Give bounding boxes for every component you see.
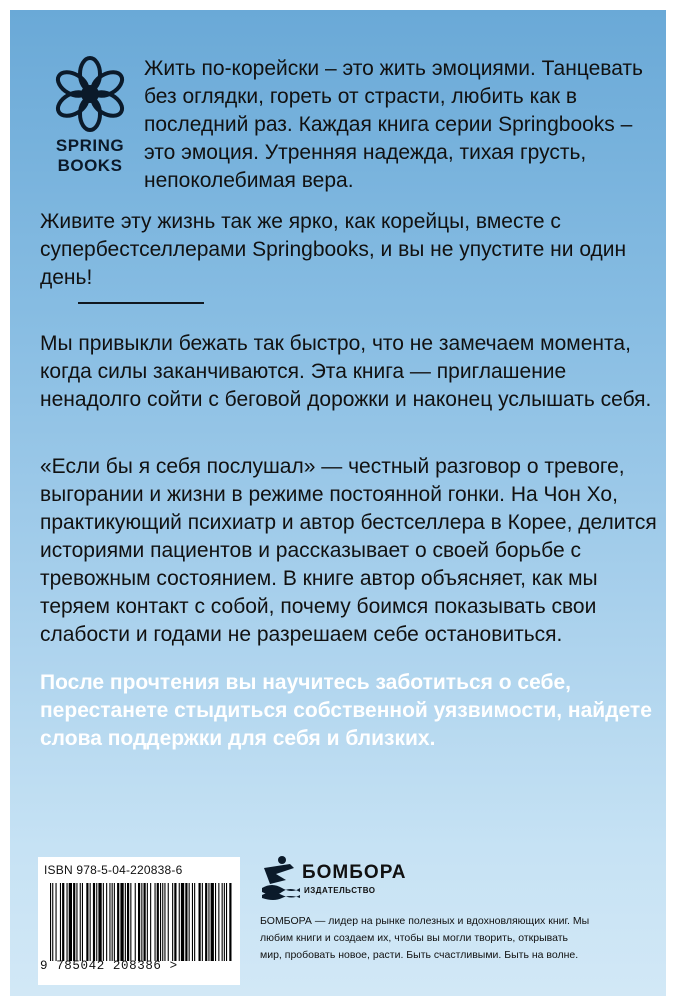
series-call-text: Живите эту жизнь так же ярко, как корейцы, вместе с супербестселлерами Springbooks, и вы не упустите ни один день! xyxy=(40,210,627,289)
wave-rider-icon xyxy=(260,854,300,900)
barcode-bar xyxy=(138,883,140,961)
barcode-bar xyxy=(96,883,97,961)
barcode-bar xyxy=(127,883,129,961)
barcode-bar xyxy=(93,883,95,961)
back-cover xyxy=(10,10,666,996)
barcode-bar xyxy=(50,883,51,961)
publisher-logo xyxy=(260,854,410,904)
barcode-bar xyxy=(194,883,195,961)
description-paragraph-2: «Если бы я себя послушал» — честный разговор о тревоге, выгорании и жизни в режиме постоянной гонки. На Чон Хо, практикующий психиатр и автор бестселлера в Корее, делится историями пациентов и рассказывает о своей борьбе с тревожным состоянием. В книге автор объясняет, как мы теряем контакт с собой, почему боимся показывать свои слабости и годами не разрешаем себе остановиться. xyxy=(40,455,657,646)
barcode-bar xyxy=(141,883,142,961)
barcode-bar xyxy=(211,883,214,961)
barcode-bar xyxy=(56,883,57,961)
barcode-bar xyxy=(98,883,101,961)
barcode-bar xyxy=(185,883,187,961)
flower-icon xyxy=(52,56,128,132)
barcode-bar xyxy=(168,883,169,961)
barcode-bar xyxy=(90,883,91,961)
description-paragraph-1: Мы привыкли бежать так быстро, что не замечаем момента, когда силы заканчиваются. Эта книга — приглашение ненадолго сойти с беговой дорожки и наконец услышать себя. xyxy=(40,332,652,411)
barcode-bar xyxy=(60,883,61,961)
logo-text-spring: SPRING xyxy=(55,136,125,155)
barcode-bar xyxy=(208,883,209,961)
barcode-bar xyxy=(106,883,107,961)
barcode-bar xyxy=(202,883,203,961)
barcode-bar xyxy=(215,883,216,961)
barcode-number: 9 785042 208386 > xyxy=(40,959,178,973)
barcode-bar xyxy=(67,883,68,961)
barcode-bar xyxy=(117,883,119,961)
barcode-bar xyxy=(199,883,201,961)
barcode-block xyxy=(38,857,240,985)
barcode-bar xyxy=(109,883,110,961)
barcode-bar xyxy=(155,883,156,961)
logo-text-books: BOOKS xyxy=(57,156,123,175)
barcode-bar xyxy=(135,883,136,961)
publisher-name: БОМБОРА xyxy=(302,862,407,883)
barcode-bar xyxy=(62,883,64,961)
barcode-image xyxy=(48,883,232,961)
series-intro-text: Жить по-корейски – это жить эмоциями. Танцевать без оглядки, гореть от страсти, любить как в последний раз. Каждая книга серии Springbooks – это эмоция. Утренняя надежда, тихая грусть, непоколебимая вера. xyxy=(144,57,643,192)
publisher-description: БОМБОРА — лидер на рынке полезных и вдохновляющих книг. Мы любим книги и создаем их, чтобы вы могли творить, открывать мир, пробовать новое, расти. Быть счастливыми. Быть на волне. xyxy=(260,915,590,961)
barcode-bar xyxy=(144,883,146,961)
isbn-label: ISBN 978-5-04-220838-6 xyxy=(44,863,183,877)
barcode-bar xyxy=(162,883,163,961)
highlight-paragraph: После прочтения вы научитесь заботиться о себе, перестанете стыдиться собственной уязвимости, найдете слова поддержки для себя и близких. xyxy=(40,671,652,750)
barcode-bar xyxy=(189,883,190,961)
barcode-bar xyxy=(112,883,113,961)
barcode-bar xyxy=(73,883,75,961)
barcode-bar xyxy=(157,883,159,961)
barcode-bar xyxy=(120,883,123,961)
barcode-bar xyxy=(147,883,148,961)
barcode-bar xyxy=(224,883,225,961)
barcode-bar xyxy=(114,883,115,961)
barcode-bar xyxy=(205,883,207,961)
barcode-bar xyxy=(82,883,83,961)
barcode-bar xyxy=(179,883,180,961)
barcode-bar xyxy=(181,883,184,961)
barcode-bar xyxy=(52,883,53,961)
barcode-bar xyxy=(226,883,227,961)
springbooks-logo xyxy=(50,56,130,186)
barcode-bar xyxy=(174,883,176,961)
barcode-bar xyxy=(103,883,104,961)
barcode-bar xyxy=(172,883,173,961)
publisher-subtitle: ИЗДАТЕЛЬСТВО xyxy=(304,886,376,895)
barcode-bar xyxy=(222,883,223,961)
barcode-bar xyxy=(160,883,161,961)
barcode-bar xyxy=(86,883,88,961)
barcode-bar xyxy=(80,883,81,961)
divider-line xyxy=(78,302,204,304)
barcode-bar xyxy=(130,883,131,961)
barcode-bar xyxy=(125,883,126,961)
barcode-bar xyxy=(218,883,219,961)
barcode-bar xyxy=(229,883,231,961)
barcode-bar xyxy=(150,883,151,961)
barcode-bar xyxy=(192,883,193,961)
barcode-bar xyxy=(69,883,72,961)
barcode-bar xyxy=(76,883,77,961)
barcode-bar xyxy=(164,883,165,961)
